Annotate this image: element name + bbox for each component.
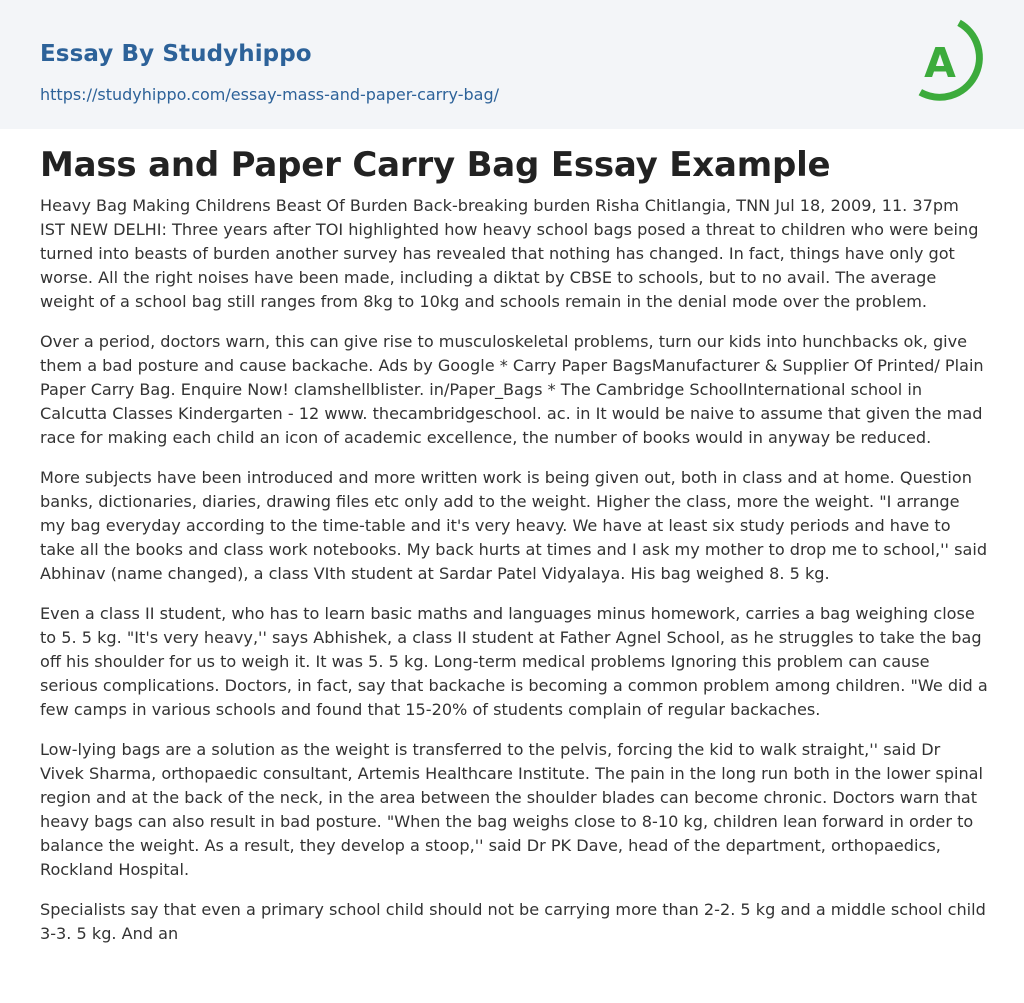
essay-body <box>40 194 988 962</box>
essay-url-link[interactable]: https://studyhippo.com/essay-mass-and-paper-carry-bag/ <box>40 85 500 104</box>
essay-paragraph: More subjects have been introduced and more written work is being given out, both in class and at home. Question banks, dictionaries, diaries, drawing files etc only add to the weight. Higher the class, more the weight. "I arrange my bag everyday according to the time-table and it's very heavy. We have at least six study periods and have to take all the books and class work notebooks. My back hurts at times and I ask my mother to drop me to school,'' said Abhinav (name changed), a class VIth student at Sardar Patel Vidyalaya. His bag weighed 8. 5 kg. <box>40 468 988 583</box>
essay-paragraph: Over a period, doctors warn, this can give rise to musculoskeletal problems, turn our kids into hunchbacks ok, give them a bad posture and cause backache. Ads by Google * Carry Paper BagsManufacturer & Supplier Of Printed/ Plain Paper Carry Bag. Enquire Now! clamshellblister. in/Paper_Bags * The Cambridge SchoolInternational school in Calcutta Classes Kindergarten - 12 www. thecambridgeschool. ac. in It would be naive to assume that given the mad race for making each child an icon of academic excellence, the number of books would in anyway be reduced. <box>40 332 984 447</box>
studyhippo-logo-icon[interactable] <box>906 18 992 104</box>
essay-paragraph: Even a class II student, who has to learn basic maths and languages minus homework, carries a bag weighing close to 5. 5 kg. "It's very heavy,'' says Abhishek, a class II student at Father Agnel School, as he struggles to take the bag off his shoulder for us to weigh it. It was 5. 5 kg. Long-term medical problems Ignoring this problem can cause serious complications. Doctors, in fact, say that backache is becoming a common problem among children. "We did a few camps in various schools and found that 15-20% of students complain of regular backaches. <box>40 604 988 719</box>
essay-paragraph: Low-lying bags are a solution as the weight is transferred to the pelvis, forcing the kid to walk straight,'' said Dr Vivek Sharma, orthopaedic consultant, Artemis Healthcare Institute. The pain in the long run both in the lower spinal region and at the back of the neck, in the area between the shoulder blades can become chronic. Doctors warn that heavy bags can also result in bad posture. "When the bag weighs close to 8-10 kg, children lean forward in order to balance the weight. As a result, they develop a stoop,'' said Dr PK Dave, head of the department, orthopaedics, Rockland Hospital. <box>40 740 984 879</box>
essay-paragraph: Specialists say that even a primary school child should not be carrying more than 2-2. 5 kg and a middle school child 3-3. 5 kg. And an <box>40 900 986 943</box>
site-title[interactable]: Essay By Studyhippo <box>40 41 312 67</box>
essay-paragraph: Heavy Bag Making Childrens Beast Of Burden Back-breaking burden Risha Chitlangia, TNN Jul 18, 2009, 11. 37pm IST NEW DELHI: Three years after TOI highlighted how heavy school bags posed a threat to children who were being turned into beasts of burden another survey has revealed that nothing has changed. In fact, things have only got worse. All the right noises have been made, including a diktat by CBSE to schools, but to no avail. The average weight of a school bag still ranges from 8kg to 10kg and schools remain in the denial mode over the problem. <box>40 196 979 311</box>
essay-title: Mass and Paper Carry Bag Essay Example <box>40 145 831 185</box>
logo-letter: A <box>924 39 956 87</box>
site-header <box>0 0 1024 129</box>
